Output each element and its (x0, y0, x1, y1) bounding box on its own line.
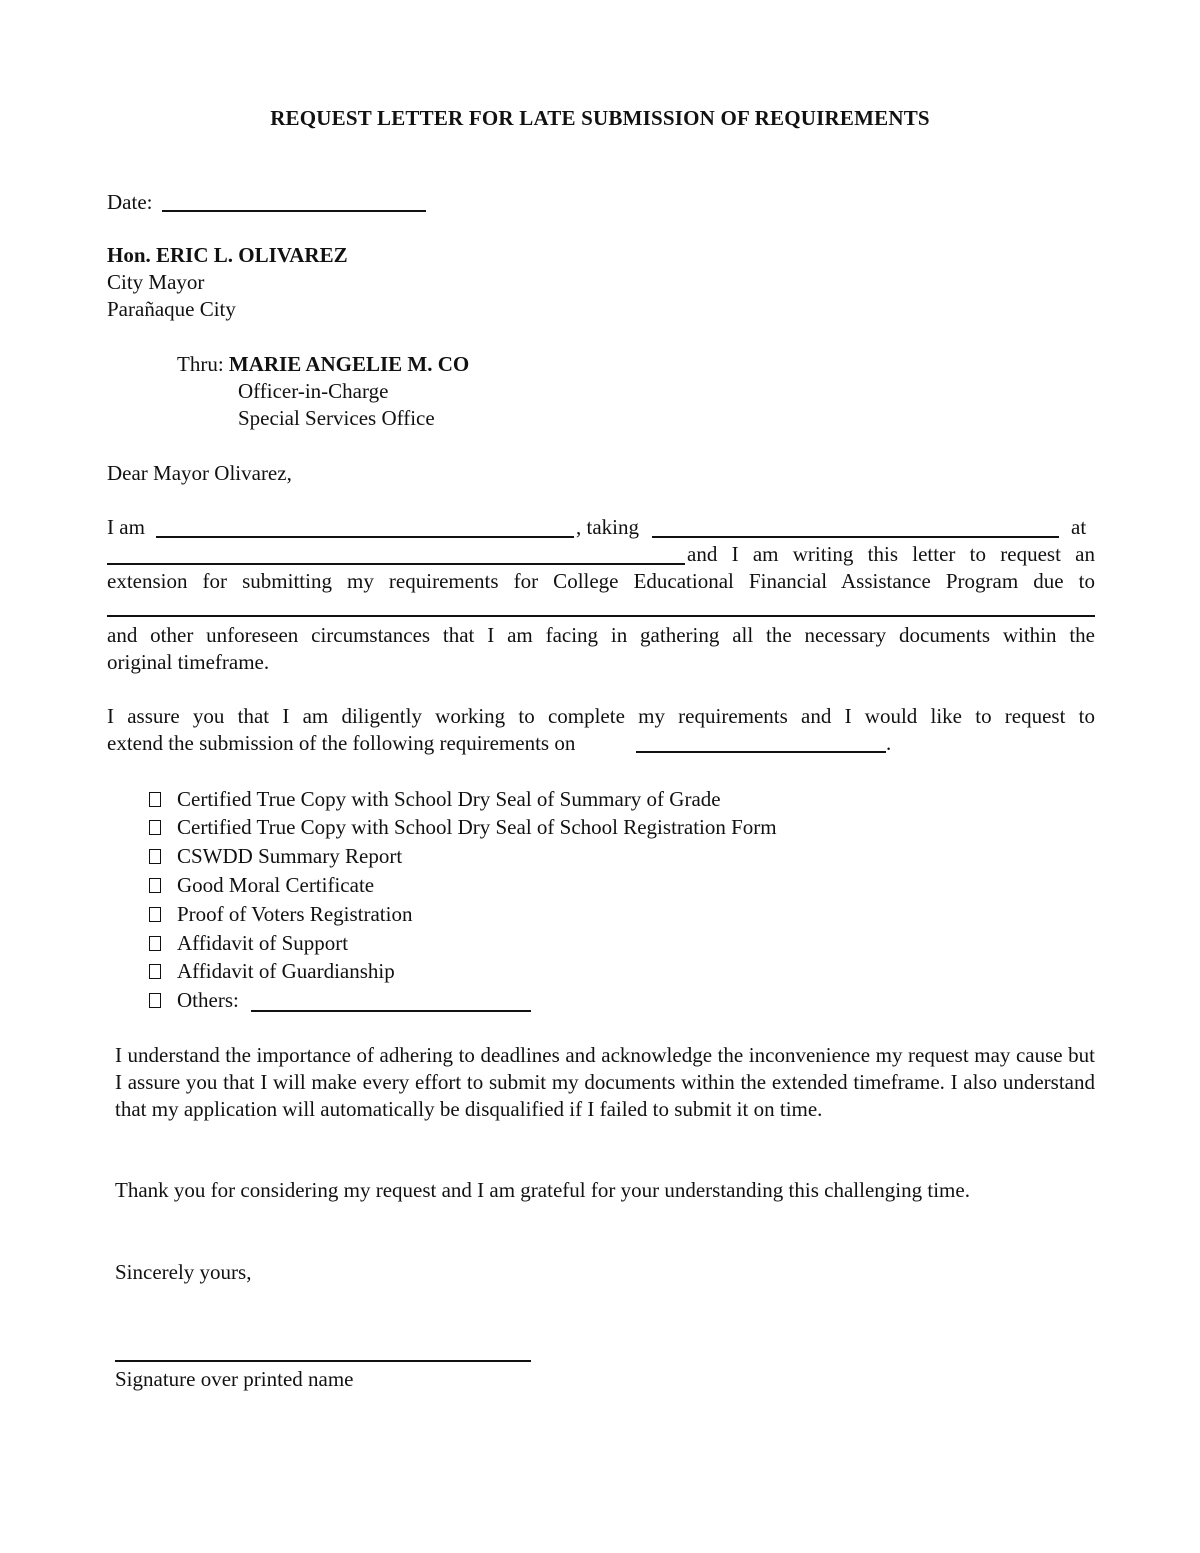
body3-paragraph: I understand the importance of adhering to deadlines and acknowledge the inconvenience my request may cause but I assure you that I will make every effort to submit my documents within the extended timeframe. I also understand that my application will automatically be disqualified if I failed to submit it on time. (115, 1043, 1095, 1121)
body2-line1: I assure you that I am diligently working to complete my requirements and I would like to request to (107, 704, 1095, 728)
school-field[interactable] (107, 563, 685, 565)
body2-line2: extend the submission of the following requirements on (107, 731, 576, 755)
body1-line5: original timeframe. (107, 650, 270, 674)
date-field[interactable] (162, 210, 426, 212)
thru-name: MARIE ANGELIE M. CO (228, 352, 470, 376)
name-field[interactable] (156, 536, 574, 538)
requirement-item: Good Moral Certificate (149, 873, 374, 898)
checkbox[interactable] (149, 936, 161, 951)
checkbox[interactable] (149, 820, 161, 835)
checkbox[interactable] (149, 993, 161, 1008)
thanks-text: Thank you for considering my request and I am grateful for your understanding this challenging time. (115, 1178, 970, 1202)
thru-line (177, 352, 469, 377)
signature-label: Signature over printed name (115, 1367, 354, 1391)
requirement-item: CSWDD Summary Report (149, 844, 402, 869)
checkbox[interactable] (149, 964, 161, 979)
requirement-item: Affidavit of Support (149, 931, 348, 956)
course-field[interactable] (652, 536, 1059, 538)
requirement-item: Affidavit of Guardianship (149, 959, 395, 984)
checkbox[interactable] (149, 907, 161, 922)
requirement-item: Certified True Copy with School Dry Seal of School Registration Form (149, 815, 777, 840)
others-field[interactable] (251, 1010, 531, 1012)
requirement-item-others: Others: (149, 988, 239, 1013)
closing-text: Sincerely yours, (115, 1260, 252, 1284)
requirement-item: Proof of Voters Registration (149, 902, 412, 927)
at-text: at (1071, 515, 1087, 539)
body1-line4: and other unforeseen circumstances that I am facing in gathering all the necessary documents within the (107, 623, 1095, 647)
thru-office: Special Services Office (238, 406, 435, 430)
letter-title: REQUEST LETTER FOR LATE SUBMISSION OF REQUIREMENTS (270, 106, 930, 130)
thru-position: Officer-in-Charge (238, 379, 389, 403)
i-am-text: I am (107, 515, 145, 539)
addressee-city: Parañaque City (107, 297, 236, 321)
body1-line2: and I am writing this letter to request an (687, 542, 1095, 566)
extension-date-field[interactable] (636, 751, 886, 753)
signature-line[interactable] (115, 1360, 531, 1362)
requirement-item: Certified True Copy with School Dry Seal of Summary of Grade (149, 787, 721, 812)
date-label: Date: (107, 190, 153, 214)
checkbox[interactable] (149, 849, 161, 864)
addressee-position: City Mayor (107, 270, 205, 294)
checkbox[interactable] (149, 792, 161, 807)
body2-period: . (886, 731, 892, 755)
thru-label: Thru: (177, 352, 224, 376)
body1-line3: extension for submitting my requirements for College Educational Financial Assistance Program due to (107, 569, 1095, 593)
taking-text: , taking (576, 515, 639, 539)
reason-field[interactable] (107, 615, 1095, 617)
salutation: Dear Mayor Olivarez, (107, 461, 292, 485)
checkbox[interactable] (149, 878, 161, 893)
addressee-name: Hon. ERIC L. OLIVAREZ (107, 243, 348, 267)
